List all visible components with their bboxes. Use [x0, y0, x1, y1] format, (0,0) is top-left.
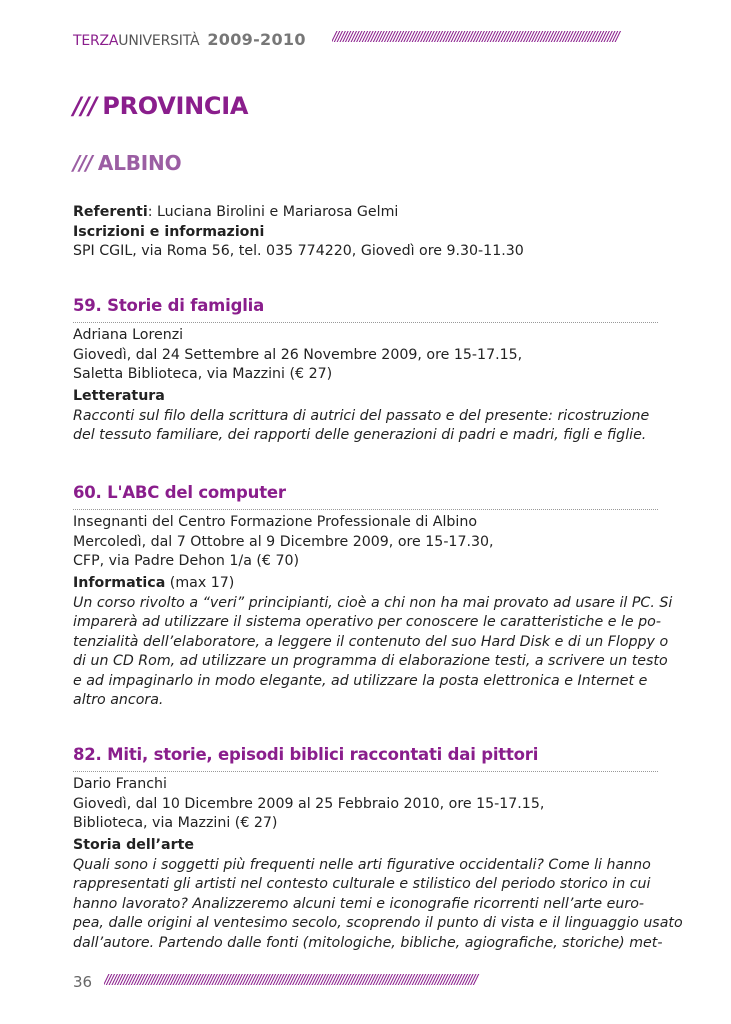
course-location: CFP, via Padre Dehon 1/a (€ 70): [73, 553, 300, 569]
course-subject-line: [73, 574, 663, 594]
course-subject: Informatica: [73, 575, 166, 591]
header-year: 2009-2010: [207, 30, 306, 49]
course-info: [73, 326, 663, 385]
course-teacher: Dario Franchi: [73, 776, 167, 792]
course-teacher: Insegnanti del Centro Formazione Professionale di Albino: [73, 514, 478, 530]
referenti-value: : Luciana Birolini e Mariarosa Gelmi: [147, 204, 399, 220]
section-title: [73, 92, 248, 120]
description-line: di un CD Rom, ad utilizzare un programma di elaborazione testi, a scrivere un testo: [73, 653, 668, 669]
header-terza: TERZA: [73, 33, 119, 49]
course-description: [73, 856, 683, 954]
description-line: pea, dalle origini al ventesimo secolo, scoprendo il punto di vista e il linguaggio usato: [73, 915, 683, 931]
description-line: dall’autore. Partendo dalle fonti (mitologiche, bibliche, agiografiche, storiche) met-: [73, 934, 663, 951]
subsection-title-text: ALBINO: [97, 151, 182, 175]
running-header: [73, 30, 306, 48]
course-divider: [73, 509, 658, 510]
course-title: 60. L'ABC del computer: [73, 483, 286, 502]
description-line: hanno lavorato? Analizzeremo alcuni temi e iconografie ricorrenti nell’arte euro-: [73, 895, 645, 912]
course-divider: [73, 771, 658, 772]
course-schedule: Mercoledì, dal 7 Ottobre al 9 Dicembre 2009, ore 15-17.30,: [73, 533, 494, 550]
course-subject-line: [73, 836, 663, 856]
course-subject: Storia dell’arte: [73, 837, 194, 853]
course-divider: [73, 322, 658, 323]
description-line: altro ancora.: [73, 692, 164, 708]
section-title-text: PROVINCIA: [102, 92, 249, 120]
course-subject-block: [73, 836, 683, 953]
header-universita: UNIVERSITÀ: [118, 33, 200, 49]
course-subject-line: [73, 387, 663, 407]
course-info: [73, 775, 663, 834]
description-line: del tessuto familiare, dei rapporti delle generazioni di padri e madri, figli e figlie.: [73, 427, 647, 443]
description-line: Un corso rivolto a “veri” principianti, cioè a chi non ha mai provato ad usare il PC. Si: [73, 594, 673, 611]
referenti-label: Referenti: [73, 204, 148, 220]
course-teacher: Adriana Lorenzi: [73, 327, 184, 343]
description-line: Racconti sul filo della scrittura di autrici del passato e del presente: ricostruzione: [73, 407, 650, 424]
course-description: [73, 594, 673, 711]
description-line: tenzialità dell’elaboratore, a leggere il contenuto del suo Hard Disk e di un Floppy o: [73, 633, 669, 650]
course-subject: Letteratura: [73, 388, 165, 404]
course-location: Biblioteca, via Mazzini (€ 27): [73, 815, 278, 831]
contacts-block: [73, 203, 663, 262]
course-description: [73, 407, 663, 446]
description-line: rappresentati gli artisti nel contesto culturale e stilistico del periodo storico in cui: [73, 876, 651, 892]
course-subject-note: (max 17): [165, 575, 235, 591]
section-marker: ///: [73, 92, 97, 120]
course-info: [73, 513, 663, 572]
course-subject-block: [73, 387, 663, 446]
iscrizioni-value: SPI CGIL, via Roma 56, tel. 035 774220, Giovedì ore 9.30-11.30: [73, 243, 524, 259]
referenti-line: [73, 203, 663, 223]
course-location: Saletta Biblioteca, via Mazzini (€ 27): [73, 366, 333, 382]
page-number: 36: [73, 973, 93, 991]
course-subject-block: [73, 574, 673, 711]
subsection-marker: ///: [73, 151, 92, 175]
description-line: imparerà ad utilizzare il sistema operativo per conoscere le caratteristiche e le po-: [73, 614, 661, 630]
course-title: 82. Miti, storie, episodi biblici raccontati dai pittori: [73, 745, 539, 764]
iscrizioni-label: Iscrizioni e informazioni: [73, 223, 265, 240]
description-line: Quali sono i soggetti più frequenti nelle arti figurative occidentali? Come li hanno: [73, 856, 651, 873]
subsection-title: [73, 151, 181, 175]
header-slash-rule: ///////////////////////////////////////////////////////////////////////////////////////////////////////: [332, 30, 619, 45]
footer-slash-rule: //////////////////////////////////////////////////////////////////////////////////////////////////////////////////////////////////////: [104, 973, 477, 988]
course-schedule: Giovedì, dal 24 Settembre al 26 Novembre 2009, ore 15-17.15,: [73, 346, 523, 363]
course-title: 59. Storie di famiglia: [73, 296, 265, 315]
description-line: e ad impaginarlo in modo elegante, ad utilizzare la posta elettronica e Internet e: [73, 672, 648, 689]
course-schedule: Giovedì, dal 10 Dicembre 2009 al 25 Febbraio 2010, ore 15-17.15,: [73, 795, 545, 812]
